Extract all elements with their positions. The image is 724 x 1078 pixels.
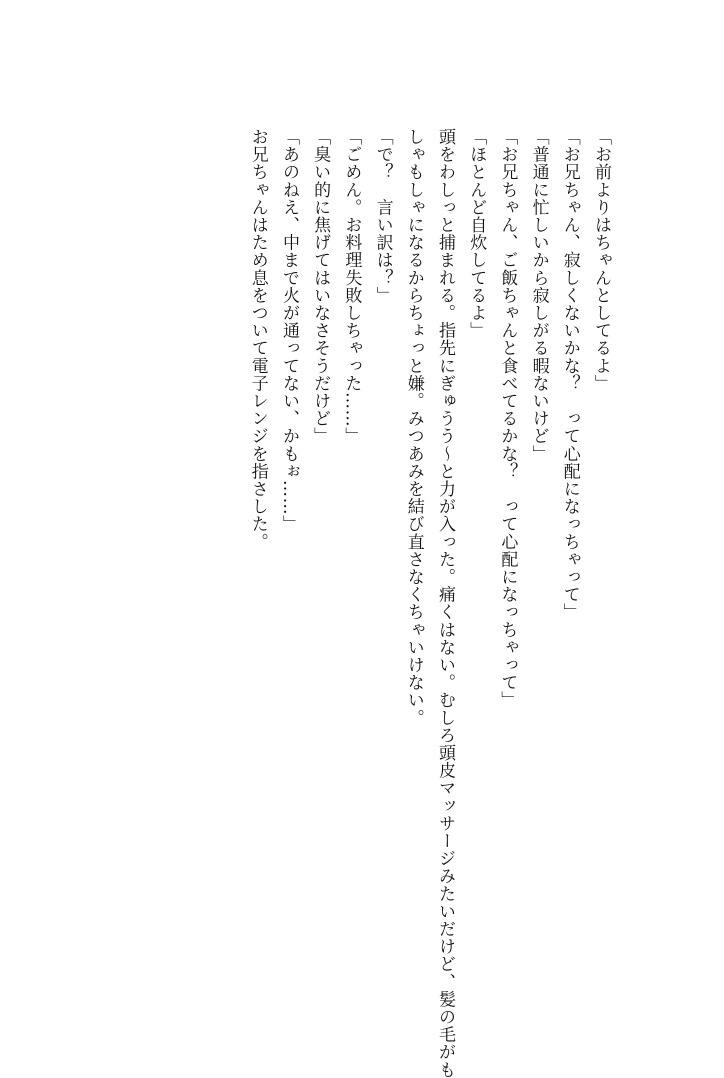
narration-line: 頭をわしっと捕まれる。指先にぎゅうう〜と力が入った。痛くはない。むしろ頭皮マッサージみたいだけど、髪の毛がも [434, 128, 455, 1078]
dialogue-line: 「あのねえ、中まで火が通ってない、かもぉ……」 [278, 128, 299, 533]
dialogue-line: 「で？ 言い訳は？」 [372, 128, 393, 304]
narration-line: しゃもしゃになるからちょっと嫌。みつあみを結び直さなくちゃいけない。 [403, 128, 424, 727]
dialogue-line: 「ほとんど自炊してるよ」 [466, 128, 487, 340]
dialogue-line: 「普通に忙しいから寂しがる暇ないけど」 [528, 128, 549, 463]
dialogue-line: 「お兄ちゃん、ご飯ちゃんと食べてるかな？ って心配になっちゃって」 [497, 128, 518, 709]
dialogue-line: 「ごめん。お料理失敗しちゃった……」 [341, 128, 362, 445]
narration-line: お兄ちゃんはため息をついて電子レンジを指さした。 [247, 128, 268, 551]
dialogue-line: 「臭い的に焦げてはいなさそうだけど」 [310, 128, 331, 445]
vertical-text-body [242, 128, 616, 1078]
dialogue-line: 「お前よりはちゃんとしてるよ」 [591, 128, 611, 392]
dialogue-line: 「お兄ちゃん、寂しくないかな？ って心配になっちゃって」 [559, 128, 580, 621]
